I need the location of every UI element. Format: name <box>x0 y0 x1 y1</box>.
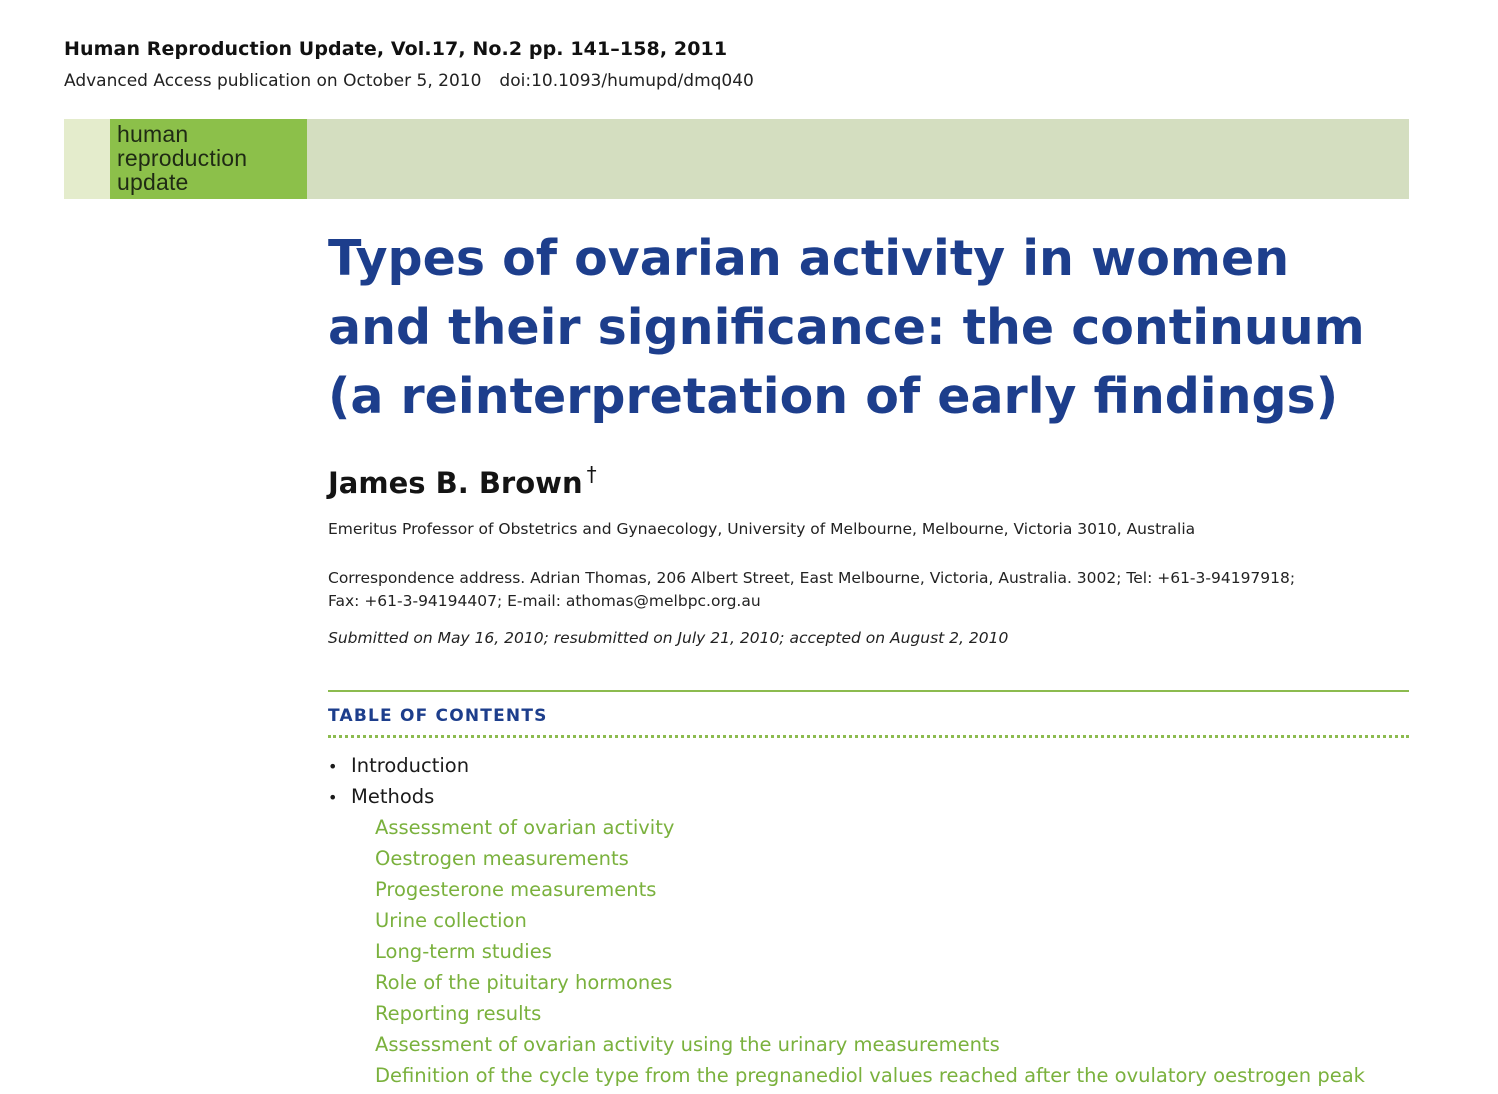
banner-accent <box>64 119 110 199</box>
toc-subitem-link[interactable] <box>328 1031 1365 1062</box>
logo-text <box>117 122 247 194</box>
toc-subitem-link[interactable] <box>328 969 1365 1000</box>
access-info <box>64 71 754 91</box>
toc-item-label: Long-term studies <box>375 940 552 963</box>
toc-item-label: Oestrogen measurements <box>375 847 629 870</box>
toc-item-label: Urine collection <box>375 909 527 932</box>
correspondence-address <box>328 567 1295 613</box>
toc-subitem-link[interactable] <box>328 1000 1365 1031</box>
doi-link[interactable]: doi:10.1093/humupd/dmq040 <box>499 71 754 91</box>
toc-item-label: Definition of the cycle type from the pregnanediol values reached after the ovulatory oestrogen peak <box>375 1064 1365 1087</box>
bullet-icon: • <box>328 788 338 807</box>
toc-item-label: Progesterone measurements <box>375 878 657 901</box>
article-title <box>328 224 1408 431</box>
toc-subitem-link[interactable] <box>328 1062 1365 1093</box>
toc-divider <box>328 690 1409 692</box>
toc-item[interactable] <box>328 752 1365 783</box>
author-affiliation: Emeritus Professor of Obstetrics and Gynaecology, University of Melbourne, Melbourne, Victoria 3010, Australia <box>328 520 1196 538</box>
toc-item-label: Introduction <box>351 754 470 777</box>
toc-subitem-link[interactable] <box>328 814 1365 845</box>
toc-dotted-divider <box>328 735 1409 738</box>
toc-subitem-link[interactable] <box>328 907 1365 938</box>
correspondence-line: Correspondence address. Adrian Thomas, 206 Albert Street, East Melbourne, Victoria, Australia. 3002; Tel: +61-3-94197918; <box>328 569 1296 587</box>
logo-line: update <box>117 169 189 195</box>
author-name <box>328 462 597 500</box>
toc-item-label: Methods <box>351 785 435 808</box>
toc-heading: TABLE OF CONTENTS <box>328 706 548 726</box>
logo-line: human <box>117 121 189 147</box>
logo-line: reproduction <box>117 145 248 171</box>
toc-subitem-link[interactable] <box>328 845 1365 876</box>
title-line: and their significance: the continuum <box>328 299 1365 356</box>
author-name-text: James B. Brown <box>328 466 583 500</box>
correspondence-line: Fax: +61-3-94194407; E-mail: athomas@melbpc.org.au <box>328 592 761 610</box>
title-line: (a reinterpretation of early findings) <box>328 368 1339 425</box>
toc-item[interactable] <box>328 783 1365 814</box>
journal-logo <box>110 119 307 199</box>
bullet-icon: • <box>328 757 338 776</box>
toc-item-label: Role of the pituitary hormones <box>375 971 673 994</box>
toc-subitem-link[interactable] <box>328 876 1365 907</box>
toc-item-label: Assessment of ovarian activity using the urinary measurements <box>375 1033 1000 1056</box>
journal-citation: Human Reproduction Update, Vol.17, No.2 pp. 141–158, 2011 <box>64 38 728 60</box>
toc-item-label: Reporting results <box>375 1002 542 1025</box>
toc-list <box>328 752 1365 1093</box>
title-line: Types of ovarian activity in women <box>328 230 1290 287</box>
submission-dates: Submitted on May 16, 2010; resubmitted on July 21, 2010; accepted on August 2, 2010 <box>328 629 1009 647</box>
toc-subitem-link[interactable] <box>328 938 1365 969</box>
access-date: Advanced Access publication on October 5, 2010 <box>64 71 482 91</box>
toc-item-label: Assessment of ovarian activity <box>375 816 675 839</box>
author-dagger: † <box>586 462 597 486</box>
